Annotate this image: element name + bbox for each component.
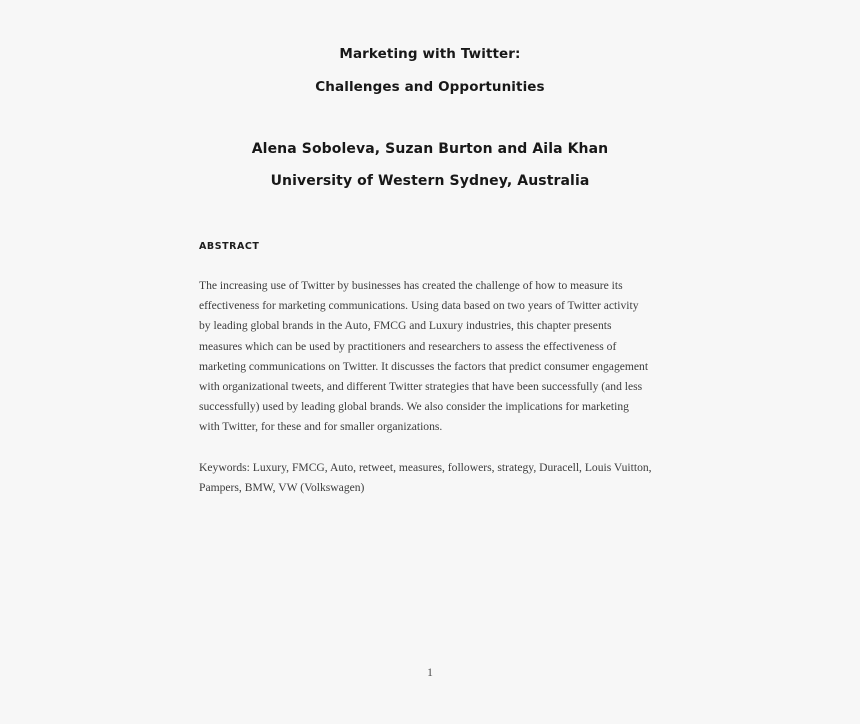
paper-title-line-1: Marketing with Twitter: bbox=[339, 46, 521, 62]
author-names: Alena Soboleva, Suzan Burton and Aila Khan bbox=[251, 141, 609, 157]
keywords-line: Keywords: Luxury, FMCG, Auto, retweet, measures, followers, strategy, Duracell, Louis Vuitton, bbox=[199, 460, 652, 474]
paper-title-line-2: Challenges and Opportunities bbox=[315, 79, 545, 95]
page-number: 1 bbox=[427, 667, 433, 679]
abstract-line: with organizational tweets, and different Twitter strategies that have been successfully (and less bbox=[199, 380, 643, 394]
abstract-line: by leading global brands in the Auto, FMCG and Luxury industries, this chapter presents bbox=[199, 319, 612, 333]
paper-title bbox=[0, 38, 860, 104]
abstract-line: successfully) used by leading global brands. We also consider the implications for marketing bbox=[199, 400, 629, 414]
author-block bbox=[0, 133, 860, 197]
abstract-line: The increasing use of Twitter by businesses has created the challenge of how to measure its bbox=[199, 279, 623, 292]
abstract-line: effectiveness for marketing communications. Using data based on two years of Twitter activity bbox=[199, 299, 639, 313]
abstract-line: measures which can be used by practitioners and researchers to assess the effectiveness of bbox=[199, 339, 617, 353]
abstract-paragraph bbox=[199, 276, 669, 438]
keywords-paragraph bbox=[199, 458, 669, 498]
abstract-heading: ABSTRACT bbox=[199, 241, 260, 252]
author-affiliation: University of Western Sydney, Australia bbox=[270, 173, 590, 189]
keywords-line: Pampers, BMW, VW (Volkswagen) bbox=[199, 480, 365, 494]
body-column bbox=[199, 240, 669, 498]
abstract-line: with Twitter, for these and for smaller organizations. bbox=[199, 420, 443, 434]
abstract-line: marketing communications on Twitter. It discusses the factors that predict consumer engagement bbox=[199, 359, 649, 373]
